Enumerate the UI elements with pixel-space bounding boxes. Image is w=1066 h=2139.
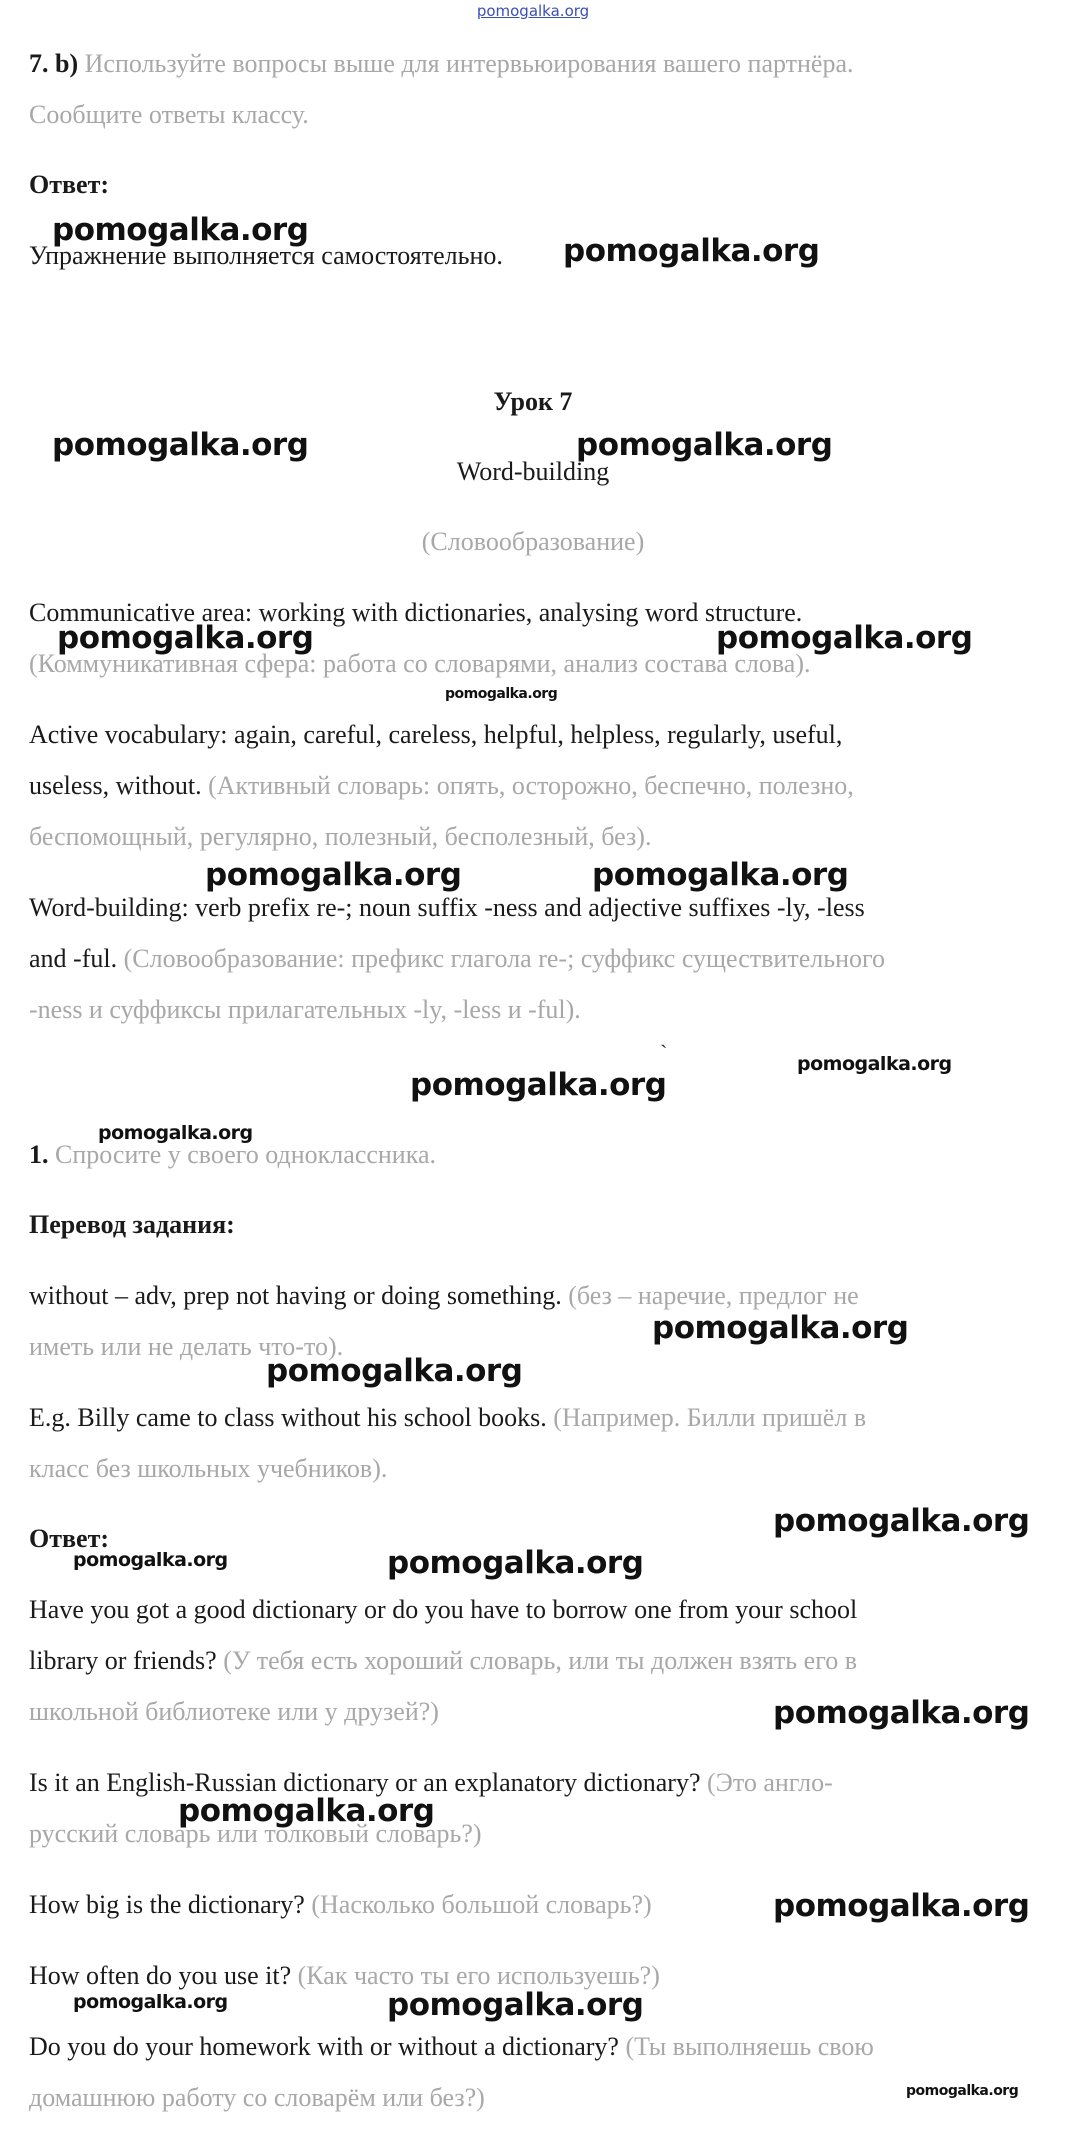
watermark: pomogalka.org: [57, 620, 314, 656]
ex1-eg-ru-1: (Например. Билли пришёл в: [553, 1403, 867, 1432]
ex1-eg-en: E.g. Billy came to class without his school books.: [29, 1403, 547, 1432]
word-building-line2: [29, 933, 1039, 984]
q5-line1: [29, 2021, 1039, 2072]
ex7-task-line2: Сообщите ответы классу.: [29, 100, 309, 129]
watermark: pomogalka.org: [178, 1793, 435, 1829]
q5-ru-2: домашнюю работу со словарём или без?): [29, 2083, 485, 2112]
watermark: pomogalka.org: [773, 1695, 1030, 1731]
watermark: pomogalka.org: [205, 857, 462, 893]
q1-en-1: Have you got a good dictionary or do you have to borrow one from your school: [29, 1595, 858, 1624]
comm-area-en: Communicative area: working with dictionaries, analysing word structure.: [29, 598, 803, 627]
q4-en: How often do you use it?: [29, 1961, 292, 1990]
stray-backtick-mark: `: [660, 1040, 668, 1065]
ex7-number: 7. b): [29, 49, 79, 78]
vocab-line2: [29, 760, 1039, 811]
watermark: pomogalka.org: [652, 1310, 909, 1346]
word-building-en-1: Word-building: verb prefix re-; noun suffix -ness and adjective suffixes -ly, -less: [29, 893, 865, 922]
ex7-task-line1: Используйте вопросы выше для интервьюирования вашего партнёра.: [84, 49, 854, 78]
q5-en: Do you do your homework with or without a dictionary?: [29, 2032, 619, 2061]
vocab-en-2: useless, without.: [29, 771, 202, 800]
q1-en-2: library or friends?: [29, 1646, 217, 1675]
ex1-def-ru-1: (без – наречие, предлог не: [568, 1281, 859, 1310]
lesson-subtitle-ru: (Словообразование): [421, 527, 645, 556]
word-building-ru-2: -ness и суффиксы прилагательных -ly, -less и -ful).: [29, 995, 581, 1024]
ex1-eg-ru-2: класс без школьных учебников).: [29, 1454, 388, 1483]
word-building-ru-1: (Словообразование: префикс глагола re-; суффикс существительного: [123, 944, 885, 973]
ex7-answer-label: Ответ:: [29, 170, 110, 199]
q3-en: How big is the dictionary?: [29, 1890, 305, 1919]
watermark: pomogalka.org: [410, 1067, 667, 1103]
ex7-answer-text: Упражнение выполняется самостоятельно.: [29, 241, 503, 270]
ex7-task: [29, 38, 1039, 89]
q1-line2: [29, 1635, 1039, 1686]
watermark: pomogalka.org: [716, 620, 973, 656]
ex1-task-text: Спросите у своего одноклассника.: [55, 1140, 436, 1169]
lesson-title: Урок 7: [493, 387, 573, 416]
watermark: pomogalka.org: [266, 1353, 523, 1389]
ex1-number: 1.: [29, 1140, 49, 1169]
ex1-answer-label: Ответ:: [29, 1524, 110, 1553]
q4-ru: (Как часто ты его используешь?): [297, 1961, 660, 1990]
watermark: pomogalka.org: [563, 233, 820, 269]
vocab-ru-1: (Активный словарь: опять, осторожно, беспечно, полезно,: [208, 771, 854, 800]
q2-ru-1: (Это англо-: [707, 1768, 833, 1797]
ex1-eg-line1: [29, 1392, 1039, 1443]
q2-en: Is it an English-Russian dictionary or an explanatory dictionary?: [29, 1768, 701, 1797]
watermark: pomogalka.org: [73, 1991, 228, 2013]
ex1-def-en: without – adv, prep not having or doing something.: [29, 1281, 562, 1310]
word-building-en-2: and -ful.: [29, 944, 118, 973]
watermark: pomogalka.org: [73, 1549, 228, 1571]
watermark: pomogalka.org: [52, 212, 309, 248]
watermark: pomogalka.org: [387, 1545, 644, 1581]
q3-ru: (Насколько большой словарь?): [311, 1890, 652, 1919]
watermark: pomogalka.org: [592, 857, 849, 893]
q2-ru-2: русский словарь или толковый словарь?): [29, 1819, 482, 1848]
ex1-translation-label: Перевод задания:: [29, 1210, 235, 1239]
watermark: pomogalka.org: [98, 1122, 253, 1144]
site-link[interactable]: pomogalka.org: [476, 2, 590, 20]
lesson-subtitle: Word-building: [456, 457, 610, 486]
ex1-def-ru-2: иметь или не делать что-то).: [29, 1332, 344, 1361]
q5-ru-1: (Ты выполняешь свою: [625, 2032, 874, 2061]
watermark: pomogalka.org: [773, 1503, 1030, 1539]
q1-ru-1: (У тебя есть хороший словарь, или ты должен взять его в: [223, 1646, 857, 1675]
watermark: pomogalka.org: [52, 427, 309, 463]
comm-area-ru: (Коммуникативная сфера: работа со словарями, анализ состава слова).: [29, 649, 811, 678]
watermark: pomogalka.org: [576, 427, 833, 463]
q1-ru-2: школьной библиотеке или у друзей?): [29, 1697, 439, 1726]
watermark: pomogalka.org: [906, 2083, 1019, 2099]
vocab-ru-2: беспомощный, регулярно, полезный, бесполезный, без).: [29, 822, 652, 851]
watermark: pomogalka.org: [387, 1987, 644, 2023]
watermark: pomogalka.org: [797, 1053, 952, 1075]
watermark: pomogalka.org: [773, 1888, 1030, 1924]
watermark: pomogalka.org: [445, 686, 558, 702]
vocab-en-1: Active vocabulary: again, careful, careless, helpful, helpless, regularly, useful,: [29, 720, 843, 749]
